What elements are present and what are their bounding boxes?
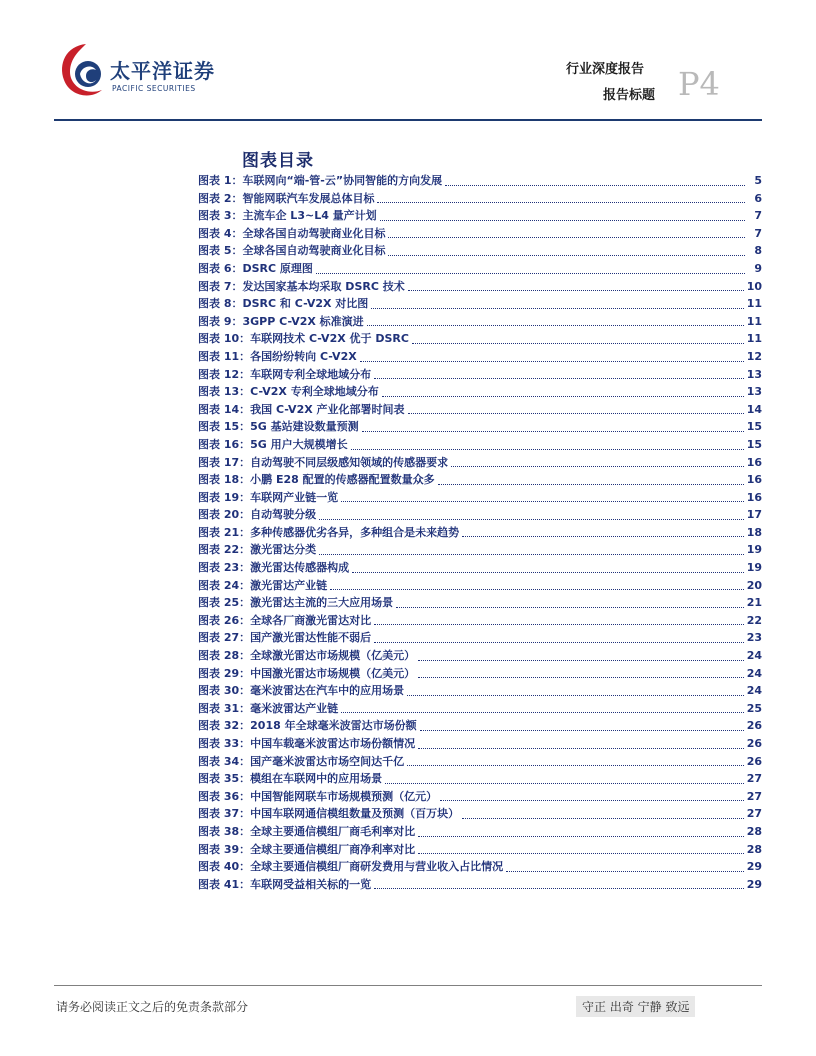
toc-entry-page: 21 [746, 596, 762, 610]
toc-entry-page: 27 [746, 789, 762, 803]
toc-entry-page: 6 [754, 191, 762, 205]
toc-entry-page: 15 [746, 437, 762, 451]
toc-entry-label: 图表 20：自动驾驶分级 [198, 508, 317, 522]
toc-entry-label: 图表 12：车联网专利全球地域分布 [198, 367, 372, 381]
page-number: P4 [678, 65, 720, 103]
toc-entry[interactable] [198, 665, 762, 683]
toc-entry-label: 图表 23：激光雷达传感器构成 [198, 561, 350, 575]
toc-entry-label: 图表 18：小鹏 E28 配置的传感器配置数量众多 [198, 473, 435, 487]
toc-entry[interactable] [198, 858, 762, 876]
footer-divider [54, 985, 762, 986]
toc-dot-leader [352, 562, 744, 573]
toc-entry-page: 7 [754, 209, 762, 223]
toc-entry-page: 11 [746, 314, 762, 328]
toc-entry[interactable] [198, 207, 762, 225]
toc-list [198, 172, 762, 893]
toc-entry-page: 16 [746, 473, 762, 487]
toc-entry[interactable] [198, 735, 762, 753]
toc-entry-label: 图表 39：全球主要通信模组厂商净利率对比 [198, 842, 416, 856]
toc-entry-label: 图表 14：我国 C-V2X 产业化部署时间表 [198, 402, 405, 416]
toc-entry-label: 图表 37：中国车联网通信模组数量及预测（百万块） [198, 807, 460, 821]
toc-entry[interactable] [198, 700, 762, 718]
toc-entry-label: 图表 1：车联网向“端-管-云”协同智能的方向发展 [198, 174, 443, 187]
toc-entry-page: 26 [746, 737, 762, 750]
toc-dot-leader [341, 702, 744, 713]
toc-entry-page: 28 [746, 842, 762, 856]
footer-disclaimer: 请务必阅读正文之后的免责条款部分 [56, 1000, 249, 1014]
toc-dot-leader [440, 790, 744, 801]
toc-entry-label: 图表 26：全球各厂商激光雷达对比 [198, 613, 372, 627]
toc-entry-page: 27 [746, 772, 762, 786]
toc-entry-label: 图表 25：激光雷达主流的三大应用场景 [198, 596, 394, 610]
toc-entry[interactable] [198, 172, 762, 190]
toc-entry-page: 5 [754, 174, 762, 187]
toc-dot-leader [319, 509, 744, 520]
toc-entry-label: 图表 38：全球主要通信模组厂商毛利率对比 [198, 824, 416, 838]
toc-entry-page: 20 [746, 578, 762, 592]
toc-entry-label: 图表 27：国产激光雷达性能不弱后 [198, 631, 372, 645]
toc-dot-leader [374, 632, 744, 643]
toc-entry-page: 24 [746, 649, 762, 663]
toc-entry-page: 15 [746, 420, 762, 434]
toc-entry-page: 27 [746, 807, 762, 821]
toc-entry-page: 24 [746, 684, 762, 698]
toc-entry[interactable] [198, 242, 762, 260]
toc-entry-label: 图表 33：中国车载毫米波雷达市场份额情况 [198, 737, 416, 750]
toc-entry[interactable] [198, 436, 762, 454]
toc-entry[interactable] [198, 823, 762, 841]
toc-dot-leader [382, 386, 744, 397]
toc-dot-leader [330, 579, 744, 590]
toc-entry[interactable] [198, 770, 762, 788]
toc-entry-page: 13 [746, 367, 762, 381]
toc-entry-label: 图表 3：主流车企 L3~L4 量产计划 [198, 209, 377, 223]
toc-entry-label: 图表 30：毫米波雷达在汽车中的应用场景 [198, 684, 405, 698]
toc-entry-page: 26 [746, 754, 762, 768]
toc-dot-leader [418, 826, 744, 837]
toc-dot-leader [374, 614, 744, 625]
toc-entry[interactable] [198, 348, 762, 366]
toc-entry-page: 23 [746, 631, 762, 645]
toc-entry[interactable] [198, 788, 762, 806]
toc-dot-leader [408, 403, 744, 414]
toc-dot-leader [351, 439, 744, 450]
toc-entry[interactable] [198, 594, 762, 612]
toc-entry-label: 图表 9：3GPP C-V2X 标准演进 [198, 314, 364, 328]
toc-entry[interactable] [198, 577, 762, 595]
toc-entry[interactable] [198, 383, 762, 401]
toc-dot-leader [506, 861, 744, 872]
toc-dot-leader [385, 773, 744, 784]
toc-entry-label: 图表 31：毫米波雷达产业链 [198, 701, 339, 715]
toc-entry-page: 26 [746, 719, 762, 733]
toc-dot-leader [396, 597, 744, 608]
toc-entry-page: 12 [746, 349, 762, 363]
toc-entry-label: 图表 5：全球各国自动驾驶商业化目标 [198, 244, 386, 258]
toc-entry-label: 图表 11：各国纷纷转向 C-V2X [198, 349, 357, 363]
company-logo [56, 40, 216, 104]
toc-entry-page: 22 [746, 613, 762, 627]
toc-dot-leader [362, 421, 744, 432]
toc-dot-leader [360, 351, 744, 362]
toc-title: 图表目录 [242, 151, 314, 171]
toc-dot-leader [412, 333, 744, 344]
toc-dot-leader [438, 474, 744, 485]
toc-entry[interactable] [198, 278, 762, 296]
toc-entry-label: 图表 2：智能网联汽车发展总体目标 [198, 191, 375, 205]
toc-entry-label: 图表 29：中国激光雷达市场规模（亿美元） [198, 666, 416, 680]
toc-dot-leader [418, 650, 744, 661]
toc-entry[interactable] [198, 401, 762, 419]
toc-entry[interactable] [198, 753, 762, 771]
toc-dot-leader [377, 192, 745, 203]
toc-entry-label: 图表 34：国产毫米波雷达市场空间达千亿 [198, 754, 405, 768]
toc-entry-page: 11 [746, 297, 762, 311]
toc-entry[interactable] [198, 260, 762, 278]
toc-entry-label: 图表 36：中国智能网联车市场规模预测（亿元） [198, 789, 438, 803]
toc-entry[interactable] [198, 225, 762, 243]
toc-entry[interactable] [198, 717, 762, 735]
toc-entry-label: 图表 17：自动驾驶不同层级感知领域的传感器要求 [198, 455, 449, 469]
toc-entry[interactable] [198, 541, 762, 559]
toc-dot-leader [367, 315, 744, 326]
toc-dot-leader [451, 456, 744, 467]
report-type: 行业深度报告 [566, 62, 645, 77]
toc-entry-page: 11 [746, 332, 762, 346]
toc-entry-label: 图表 22：激光雷达分类 [198, 543, 317, 557]
toc-entry-label: 图表 16：5G 用户大规模增长 [198, 437, 348, 451]
toc-dot-leader [420, 720, 744, 731]
toc-entry[interactable] [198, 418, 762, 436]
toc-entry-label: 图表 40：全球主要通信模组厂商研发费用与营业收入占比情况 [198, 860, 504, 874]
toc-entry-page: 29 [746, 860, 762, 874]
toc-entry-page: 19 [746, 543, 762, 557]
toc-entry-label: 图表 4：全球各国自动驾驶商业化目标 [198, 226, 386, 240]
footer-motto: 守正 出奇 宁静 致远 [576, 996, 695, 1017]
toc-entry[interactable] [198, 876, 762, 894]
toc-entry[interactable] [198, 190, 762, 208]
toc-entry[interactable] [198, 330, 762, 348]
toc-entry-page: 7 [754, 226, 762, 240]
toc-entry[interactable] [198, 841, 762, 859]
toc-dot-leader [407, 685, 744, 696]
toc-entry-page: 16 [746, 490, 762, 504]
toc-entry-label: 图表 32：2018 年全球毫米波雷达市场份额 [198, 719, 417, 733]
toc-entry[interactable] [198, 524, 762, 542]
toc-entry-label: 图表 21：多种传感器优劣各异，多种组合是未来趋势 [198, 525, 460, 539]
toc-dot-leader [371, 298, 743, 309]
toc-dot-leader [388, 245, 745, 256]
toc-entry-page: 14 [746, 402, 762, 416]
toc-entry-label: 图表 19：车联网产业链一览 [198, 490, 339, 504]
toc-entry[interactable] [198, 805, 762, 823]
toc-dot-leader [462, 808, 744, 819]
toc-entry-label: 图表 28：全球激光雷达市场规模（亿美元） [198, 649, 416, 663]
toc-entry-label: 图表 7：发达国家基本均采取 DSRC 技术 [198, 279, 405, 293]
toc-entry[interactable] [198, 489, 762, 507]
toc-entry[interactable] [198, 629, 762, 647]
toc-dot-leader [408, 280, 744, 291]
company-name-en: PACIFIC SECURITIES [112, 84, 196, 93]
header-divider [54, 119, 762, 121]
toc-entry-page: 9 [754, 261, 762, 275]
toc-entry[interactable] [198, 559, 762, 577]
toc-entry[interactable] [198, 313, 762, 331]
toc-entry-page: 16 [746, 455, 762, 469]
toc-entry-page: 29 [746, 877, 762, 891]
toc-entry[interactable] [198, 454, 762, 472]
toc-dot-leader [316, 263, 745, 274]
toc-dot-leader [462, 526, 744, 537]
toc-entry-page: 8 [754, 244, 762, 258]
toc-dot-leader [445, 175, 745, 186]
toc-entry-label: 图表 8：DSRC 和 C-V2X 对比图 [198, 297, 369, 311]
toc-entry-page: 28 [746, 824, 762, 838]
toc-dot-leader [380, 210, 745, 221]
toc-entry-page: 18 [746, 525, 762, 539]
toc-entry-page: 10 [746, 279, 762, 293]
toc-entry[interactable] [198, 612, 762, 630]
company-name-cn: 太平洋证券 [110, 59, 215, 83]
toc-dot-leader [418, 738, 744, 749]
toc-entry-label: 图表 41：车联网受益相关标的一览 [198, 877, 372, 891]
toc-entry[interactable] [198, 295, 762, 313]
toc-entry-page: 24 [746, 666, 762, 680]
pacific-logo-icon [56, 40, 112, 104]
toc-entry-page: 25 [746, 701, 762, 715]
toc-dot-leader [374, 878, 744, 889]
toc-entry-page: 13 [746, 385, 762, 399]
toc-dot-leader [341, 491, 744, 502]
toc-entry[interactable] [198, 682, 762, 700]
toc-dot-leader [407, 755, 744, 766]
toc-entry-label: 图表 24：激光雷达产业链 [198, 578, 328, 592]
toc-entry-page: 17 [746, 508, 762, 522]
toc-dot-leader [418, 843, 744, 854]
toc-entry[interactable] [198, 506, 762, 524]
report-subtitle: 报告标题 [603, 88, 656, 103]
toc-entry-label: 图表 6：DSRC 原理图 [198, 261, 313, 275]
toc-entry[interactable] [198, 647, 762, 665]
toc-dot-leader [388, 227, 745, 238]
toc-entry-label: 图表 13：C-V2X 专利全球地域分布 [198, 385, 379, 399]
toc-entry[interactable] [198, 471, 762, 489]
toc-entry-label: 图表 15：5G 基站建设数量预测 [198, 420, 359, 434]
toc-entry[interactable] [198, 366, 762, 384]
toc-entry-label: 图表 35：模组在车联网中的应用场景 [198, 772, 383, 786]
toc-dot-leader [319, 544, 744, 555]
toc-entry-label: 图表 10：车联网技术 C-V2X 优于 DSRC [198, 332, 409, 346]
toc-dot-leader [418, 667, 744, 678]
toc-entry-page: 19 [746, 561, 762, 575]
toc-dot-leader [374, 368, 744, 379]
